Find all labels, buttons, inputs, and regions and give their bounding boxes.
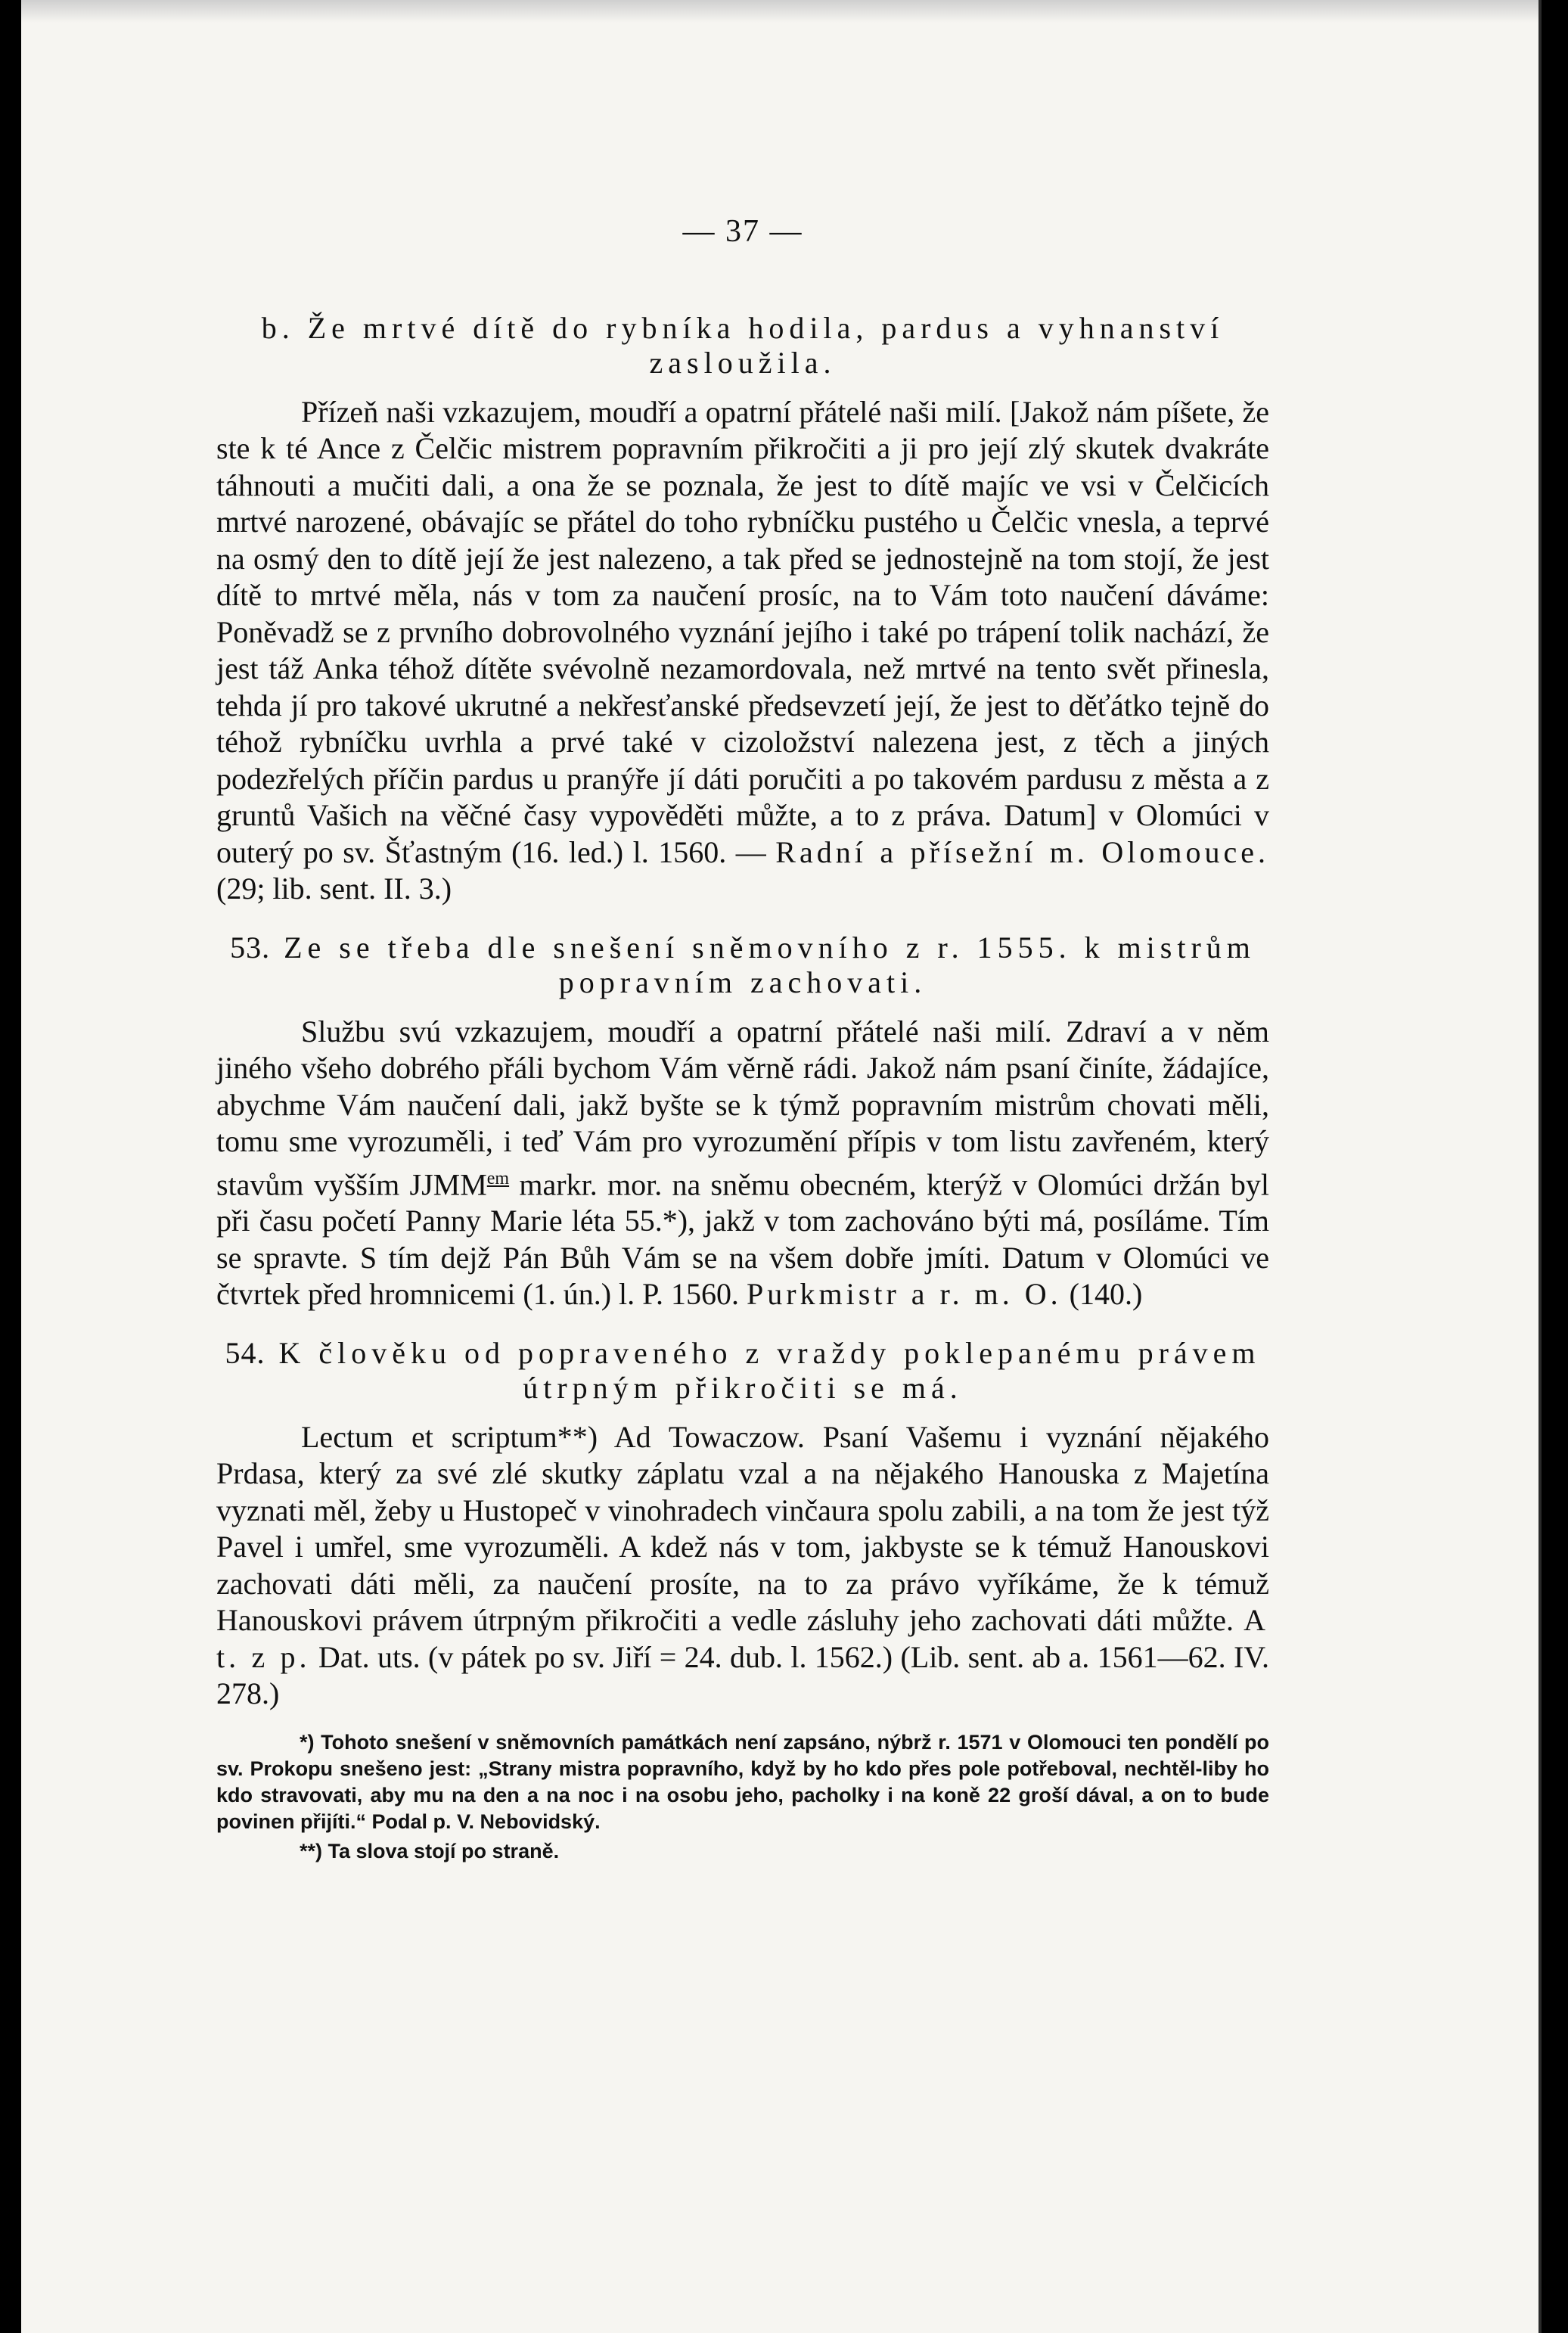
page-text (216, 213, 1269, 1865)
section-54-closing: Dat. uts. (v pátek po sv. Jiří = 24. dub. l. 1562.) (Lib. sent. ab a. 1561—62. IV. 278.) (216, 1639, 1270, 1711)
section-53-number: 53. (230, 930, 271, 965)
section-53-superscript: em (486, 1168, 510, 1188)
section-54-text: Lectum et scriptum**) Ad Towaczow. Psaní Vašemu i vyznání nějakého Prdasa, který za své zlé skutky záplatu vzal a na nějakého Hanouska z Majetína vyznati měl, žeby u Hustopeč v vinohradech vinčaura spolu zabili, a na tom že jest týž Pavel i umřel, sme vyrozuměli. A kdež nás v tom, jakbyste se k témuž Hanouskovi zachovati dáti měli, za naučení prosíte, na to za právo vyříkáme, že k témuž Hanouskovi právem útrpným přikročiti a vedle zásluhy jeho zachovati dáti můžte. (216, 1419, 1269, 1638)
section-b-body: Přízeň naši vzkazujem, moudří a opatrní přátelé naši milí. [Jakož nám píšete, že ste k té Ance z Čelčic mistrem popravním přikročiti a ji pro její zlý skutek dvakráte táhnouti a mučiti dali, a ona že se poznala, že jest to dítě majíc ve vsi v Čelčicích mrtvé narozené, obávajíc se přátel do toho rybníčku pustého u Čelčic vnesla, a teprvé na osmý den to dítě její že jest nalezeno, a tak před se jednostejně na tom stojí, že jest dítě to mrtvé měla, nás v tom za naučení prosíc, na to Vám toto naučení dáváme: Poněvadž se z prvního dobrovolného vyznání jejího i také po trápení tolik nachází, že jest táž Anka téhož dítěte svévolně nezamordovala, než mrtvé na tento svět přinesla, tehda jí pro takové ukrutné a nekřesťanské předsevzetí její, že jest to děťátko tejně do téhož rybníčku uvrhla a prvé také v cizoložství nalezena jest, z těch a jiných podezřelých příčin pardus u pranýře jí dáti poručiti a po takovém pardusu z města a z gruntů Vašich na věčné časy vypověděti můžte, a to z práva. Datum] v Olomúci v outerý po sv. Šťastným (16. led.) l. 1560. — Radní a přísežní m. Olomouce. (29; lib. sent. II. 3.) (216, 394, 1270, 906)
scan-top-shadow (21, 0, 1542, 23)
page-edge (1539, 0, 1542, 2333)
section-53-reference: (140.) (1069, 1277, 1143, 1312)
section-53-text-2: markr. mor. na sněmu obecném, kterýž v Olomúci držán byl při času početí Panny Marie léta 55.*), jakž v tom zachováno býti má, posíláme. Tím se spravte. S tím dejž Pán Bůh Vám se na všem dobře jmíti. Datum v Olomúci ve čtvrtek před hromnicemi (1. ún.) l. P. 1560. (216, 1166, 1270, 1312)
scanned-page (21, 0, 1542, 2333)
section-54-heading (216, 1336, 1269, 1406)
section-53-body (216, 1014, 1269, 1313)
footnotes (216, 1729, 1269, 1865)
section-54-signature: A t. z p. (216, 1603, 1270, 1674)
section-54-body (216, 1419, 1269, 1713)
section-b-signature: Radní a přísežní m. Olomouce. (775, 834, 1270, 869)
section-53-title: Ze se třeba dle snešení sněmovního z r. 1555. k mistrům popravním zachovati. (284, 930, 1256, 999)
section-54-number: 54. (225, 1335, 265, 1370)
section-b-text: Přízeň naši vzkazujem, moudří a opatrní přátelé naši milí. [Jakož nám píšete, že ste k té Ance z Čelčic mistrem popravním přikročiti a ji pro její zlý skutek dvakráte táhnouti a mučiti dali, a ona že se poznala, že jest to dítě majíc ve vsi v Čelčicích mrtvé narozené, obávajíc se přátel do toho rybníčku pustého u Čelčic vnesla, a teprvé na osmý den to dítě její že jest nalezeno, a tak před se jednostejně na tom stojí, že jest dítě to mrtvé měla, nás v tom za naučení prosíc, na to Vám toto naučení dáváme: Poněvadž se z prvního dobrovolného vyznání jejího i také po trápení tolik nachází, že jest táž Anka téhož dítěte svévolně nezamordovala, než mrtvé na tento svět přinesla, tehda jí pro takové ukrutné a nekřesťanské předsevzetí její, že jest to děťátko tejně do téhož rybníčku uvrhla a prvé také v cizoložství nalezena jest, z těch a jiných podezřelých příčin pardus u pranýře jí dáti poručiti a po takovém pardusu z města a z gruntů Vašich na věčné časy vypověděti můžte, a to z práva. Datum] v Olomúci v outerý po sv. Šťastným (16. led.) l. 1560. (216, 394, 1269, 869)
footnote-1: *) Tohoto snešení v sněmovních památkách není zapsáno, nýbrž r. 1571 v Olomouci ten pondělí po sv. Prokopu snešeno jest: „Strany mistra popravního, když by ho kdo přes pole potřeboval, nechtěl-liby ho kdo stravovati, aby mu na den a na noc i na osobu jeho, pacholky i na koně 22 groší dával, a on to bude povinen přijíti.“ Podal p. V. Nebovidský. (216, 1730, 1269, 1833)
section-54-title: K člověku od popraveného z vraždy poklepanému právem útrpným přikročiti se má. (278, 1335, 1261, 1405)
section-53-text-1: Službu svú vzkazujem, moudří a opatrní přátelé naši milí. Zdraví a v něm jiného všeho dobrého přáli bychom Vám věrně rádi. Jakož nám psaní činíte, žádajíce, abychme Vám naučení dali, jakž byšte se k týmž popravním mistrům chovati měli, tomu sme vyrozuměli, i teď Vám pro vyrozumění přípis v tom listu zavřeném, který stavům vyšším JJMM (216, 1014, 1269, 1201)
page-number: — 37 — (682, 214, 803, 249)
section-53-signature: Purkmistr a r. m. O. (746, 1277, 1062, 1312)
footnote-2: **) Ta slova stojí po straně. (300, 1839, 560, 1862)
section-b-reference: (29; lib. sent. II. 3.) (216, 871, 452, 906)
section-b-heading: b. Že mrtvé dítě do rybníka hodila, pardus a vyhnanství zasloužila. (261, 310, 1225, 380)
section-53-heading (216, 930, 1269, 1000)
